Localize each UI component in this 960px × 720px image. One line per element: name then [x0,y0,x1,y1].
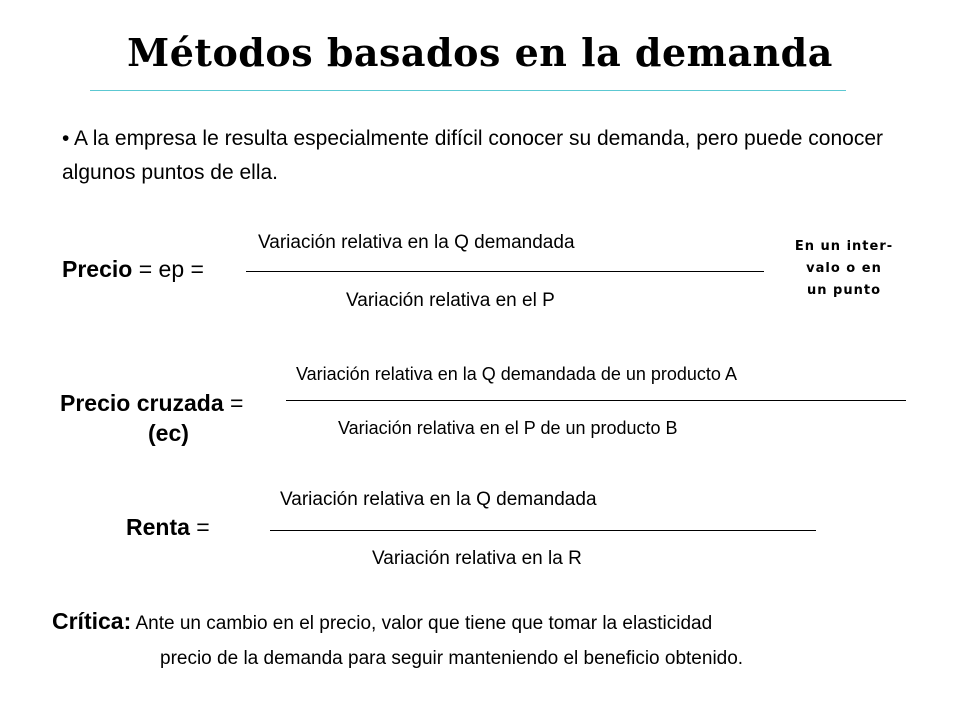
income-numerator: Variación relativa en la Q demandada [280,489,597,510]
interval-note [782,236,906,302]
price-label-text: Precio [62,256,133,282]
critique-line2: precio de la demanda para seguir manteniendo el beneficio obtenido. [160,648,744,669]
interval-note-line3: un punto [807,283,881,298]
cross-numerator: Variación relativa en la Q demandada de un producto A [296,364,737,384]
income-denominator: Variación relativa en la R [372,548,582,569]
price-label-eq: = ep = [138,256,204,282]
income-label-text: Renta [126,514,190,540]
income-elasticity-label [126,514,210,541]
interval-note-line2: valo o en [806,261,882,276]
cross-label-text: Precio cruzada [60,390,224,416]
income-fraction-line [270,530,816,531]
critique-line1 [52,608,712,635]
critique-colon: : [123,608,132,634]
slide-title: Métodos basados en la demanda [127,30,833,75]
intro-bullet: • A la empresa le resulta especialmente difícil conocer su demanda, pero puede conocer algunos puntos de ella. [62,127,883,184]
price-elasticity-label [62,256,204,283]
cross-denominator: Variación relativa en el P de un producto B [338,418,678,438]
income-label-eq: = [196,514,210,540]
title-underline [90,90,846,91]
price-fraction-line [246,271,764,272]
cross-label-eq: = [230,390,244,416]
critique-text1: Ante un cambio en el precio, valor que tiene que tomar la elasticidad [135,613,713,634]
critique-label: Crítica [52,608,124,634]
price-numerator: Variación relativa en la Q demandada [258,232,575,253]
interval-note-line1: En un inter- [794,239,894,254]
cross-elasticity-symbol: (ec) [148,420,189,446]
cross-elasticity-label [60,390,243,417]
cross-fraction-line [286,400,906,401]
price-denominator: Variación relativa en el P [346,290,555,311]
